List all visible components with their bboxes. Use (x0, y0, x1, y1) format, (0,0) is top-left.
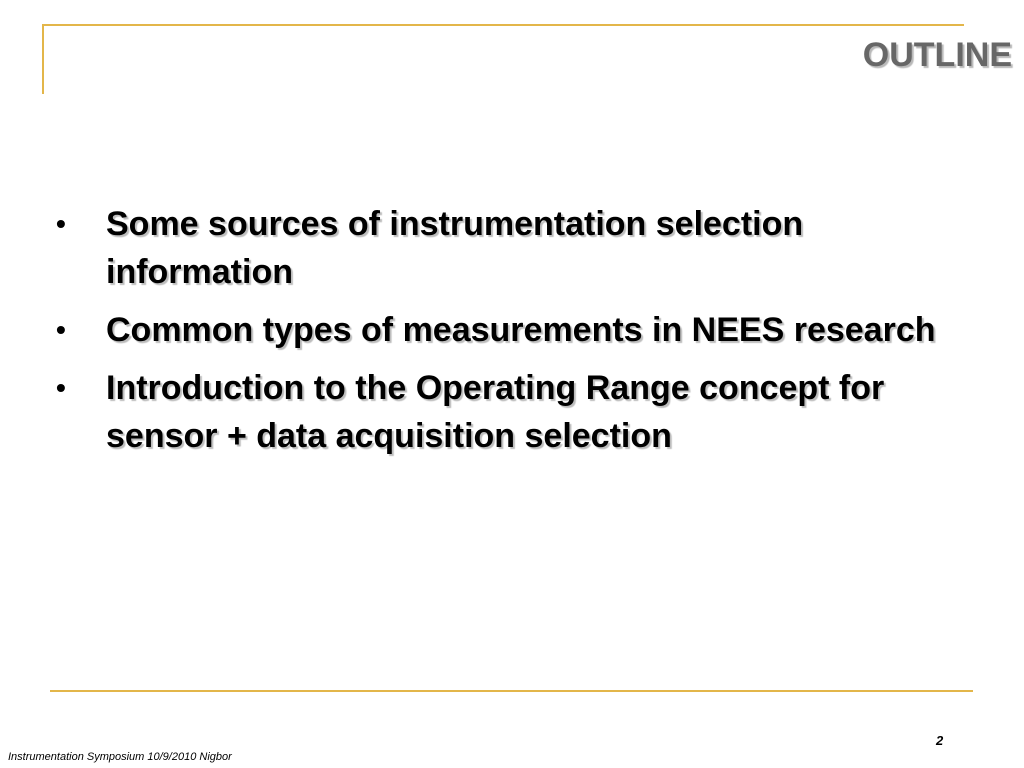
bullet-text: Introduction to the Operating Range concept for sensor + data acquisition selection (106, 369, 885, 455)
bullet-marker: • (56, 314, 66, 345)
bullet-marker: • (56, 372, 66, 403)
left-accent-rule (42, 24, 44, 94)
page-number: 2 (936, 733, 944, 748)
slide-title: OUTLINE (862, 36, 1012, 74)
bullet-item (56, 306, 976, 354)
top-accent-rule (42, 24, 964, 26)
footer-text: Instrumentation Symposium 10/9/2010 Nigbor (8, 751, 232, 763)
bullet-text: Some sources of instrumentation selection information (106, 205, 804, 291)
bullet-text: Common types of measurements in NEES research (106, 311, 936, 349)
bullet-item (56, 200, 976, 296)
bullet-list (56, 200, 976, 470)
bullet-item (56, 364, 976, 460)
bottom-accent-rule (50, 690, 973, 692)
bullet-marker: • (56, 208, 66, 239)
